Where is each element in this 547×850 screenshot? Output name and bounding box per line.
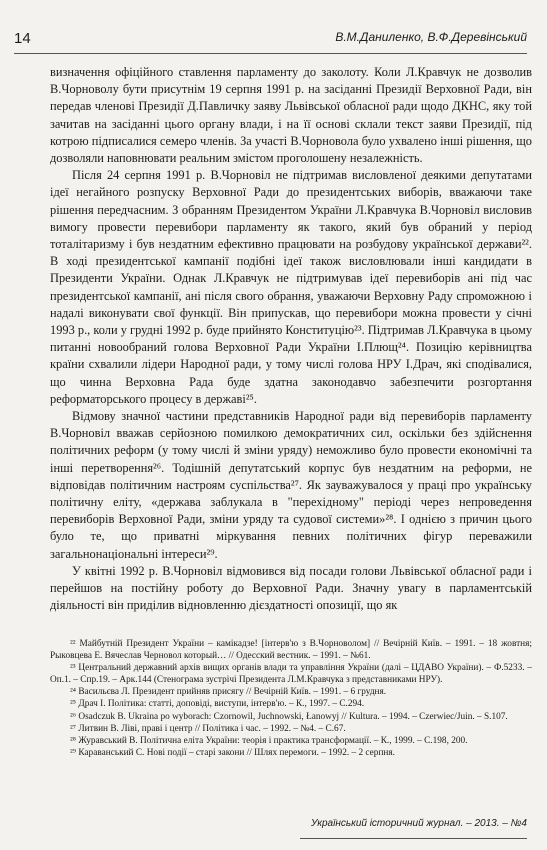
paragraph: визначення офіційного ставлення парламенту до заколоту. Коли Л.Кравчук не дозволив В.Чорноволу бути присутнім 19 серпня 1991 р. на засіданні Президії Верховної Ради, він передав членові Президії Д.Павличку заяву Львівської обласної ради щодо ДКНС, яку той зачитав на засіданні цього органу влади, і на її основі склали текст заяви Президії, під котрою підписалися семеро членів. За участі В.Чорновола було ухвалено інші рішення, що дозволяли наповнювати реальним змістом проголошену незалежність. [50, 65, 532, 166]
footer-rule [300, 838, 527, 839]
header-rule [14, 53, 527, 54]
paragraph: Після 24 серпня 1991 р. В.Чорновіл не підтримав висловленої деякими депутатами ідеї негайного розпуску Верховної Ради до президентських виборів, вважаючи таке рішення передчасним. З обранням Президентом України Л.Кравчука В.Чорновіл висловив вимогу провести перевибори парламенту як такого, який був обраний у період тоталітаризму і був нездатним ефективно працювати на розбудову української держави²². В ході президентської кампанії подібні ідеї також висловлювали інші кандидати в Президенти України. Однак Л.Кравчук не підтримував ідеї перевиборів ані під час президентської кампанії, ані після свого обрання, уважаючи Верховну Раду спроможною і надалі виконувати свої функції. Він припускав, що перевибори можна провести у січні 1993 р., коли у грудні 1992 р. буде прийнято Конституцію²³. Підтримав Л.Кравчука в цьому питанні новообраний голова Верховної Ради України І.Плющ²⁴. Позицію керівництва країни схвалили лідери Народної ради, у тому числі голова НРУ І.Драч, які сподівалися, що чинна Верховна Рада буде здатна законодавчо забезпечити розгортання реформаторського процесу в державі²⁵. [50, 168, 533, 406]
footnote: ²⁴ Васильєва Л. Президент прийняв присягу // Вечірній Київ. – 1991. – 6 грудня. [70, 687, 387, 698]
footnotes [50, 638, 532, 759]
running-header [14, 30, 527, 52]
paragraph: У квітні 1992 р. В.Чорновіл відмовився від посади голови Львівської обласної ради і перейшов на постійну роботу до Верховної Ради. Значну увагу в парламентській діяльності він приділив відновленню дієздатності опозиції, що як [50, 563, 532, 613]
running-head-authors: В.М.Даниленко, В.Ф.Деревінський [335, 30, 527, 44]
page-number: 14 [14, 30, 31, 47]
footnote: ²⁶ Osadczuk B. Ukraina po wyborach: Czornowil, Juchnowski, Łanowyj // Kultura. – 1994. – Czerwiec/Juin. – S.107. [70, 711, 508, 722]
main-text [50, 64, 532, 615]
footnote: ²³ Центральний державний архів вищих органів влади та управління України (далі – ЦДАВО України). – Ф.5233. – Оп.1. – Спр.19. – Арк.144 (Стенограма зустрічі Президента Л.М.Кравчука з представниками НРУ). [50, 663, 532, 686]
footnote: ²⁷ Литвин В. Ліві, праві і центр // Політика і час. – 1992. – №4. – С.67. [70, 723, 346, 734]
footnote: ²² Майбутній Президент України – камікадзе! [інтерв'ю з В.Чорноволом] // Вечірній Київ. – 1991. – 18 жовтня; Рыковцева Е. Вячеслав Черновол который… // Одесский вестник. – 1991. – №61. [50, 639, 532, 662]
footnote: ²⁸ Журавський В. Політична еліта України: теорія і практика трансформації. – К., 1999. – С.198, 200. [70, 735, 468, 746]
footnote: ²⁹ Караванський С. Нові події – старі закони // Шлях перемоги. – 1992. – 2 серпня. [70, 747, 395, 758]
paragraph: Відмову значної частини представників Народної ради від перевиборів парламенту В.Чорновіл вважав серйозною помилкою демократичних сил, оскільки без здійснення політичних реформ (у тому числі й зміни уряду) неможливо було провести економічні та інші перетворення²⁶. Тодішній депутатський корпус був нездатним на реформи, не відповідав політичним настроям суспільства²⁷. Як зауважувалося у праці про українську політичну еліту, «держава заблукала в "перехідному" періоді через непроведення перевиборів Верховної Ради, зміни уряду та судової системи»²⁸. І однією з причин цього було те, що приватні міркування певних політичних фігур переважили загальнонаціональні інтереси²⁹. [50, 409, 532, 561]
journal-footer: Український історичний журнал. – 2013. – №4 [310, 818, 527, 829]
footnote: ²⁵ Драч І. Політика: статті, доповіді, виступи, інтерв'ю. – К., 1997. – С.294. [70, 699, 365, 710]
